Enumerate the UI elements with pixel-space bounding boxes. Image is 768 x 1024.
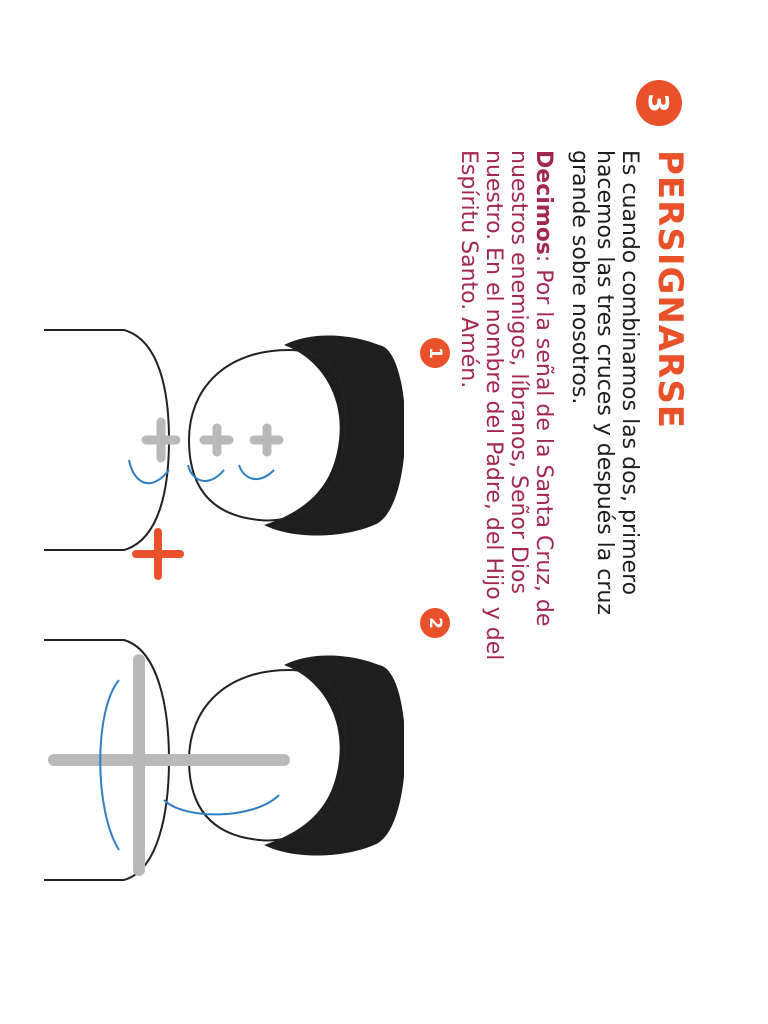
figure-1-hair — [264, 336, 404, 536]
rotated-sheet — [44, 60, 704, 960]
step-description: Es cuando combinamos las dos, primero hacemos las tres cruces y después la cruz grande sobre nosotros. — [567, 150, 642, 615]
figure-2-illustration — [44, 620, 404, 910]
step-number-badge: 3 — [636, 80, 682, 126]
figure-1-crosses — [146, 422, 279, 458]
figure-1-number: 1 — [420, 338, 450, 368]
figure-1-arrows — [129, 460, 274, 483]
figure-1-illustration — [44, 310, 404, 570]
prayer-text — [456, 150, 556, 670]
step-title: PERSIGNARSE — [650, 150, 690, 430]
prayer-label: Decimos — [531, 150, 556, 255]
prayer-body: : Por la señal de la Santa Cruz, de nuestros enemigos, líbranos, Señor Dios nuestro. En el nombre del Padre, del Hijo y del Espíritu Santo. Amén. — [456, 150, 556, 661]
plus-icon — [132, 528, 184, 580]
figure-2-number: 2 — [420, 608, 450, 638]
